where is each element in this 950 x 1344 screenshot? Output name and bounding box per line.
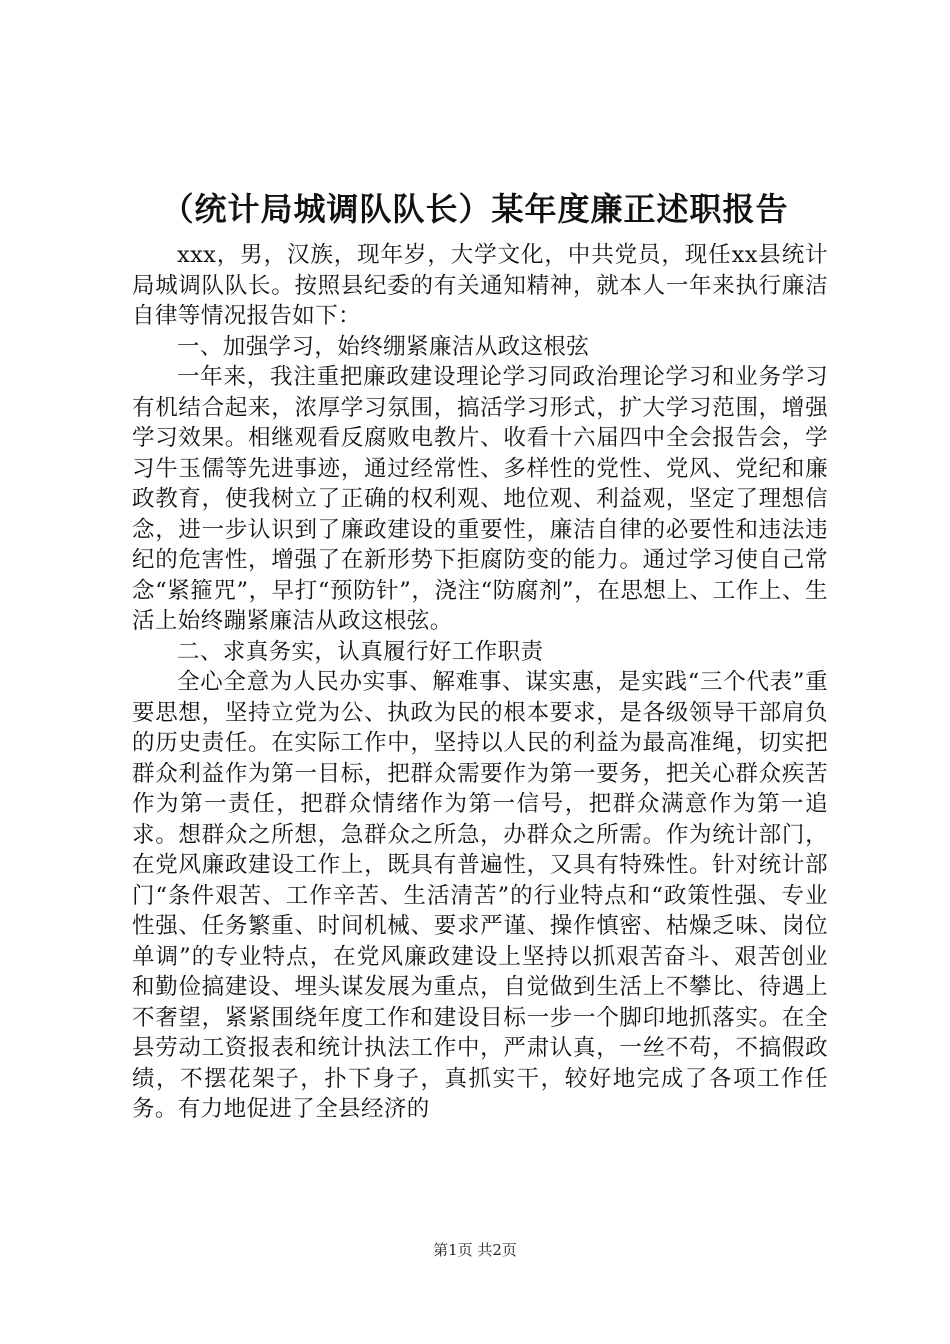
page-footer: 第1页 共2页 xyxy=(433,1241,517,1259)
section-heading-1: 一、加强学习，始终绷紧廉洁从政这根弦 xyxy=(177,333,590,360)
section-heading-2: 二、求真务实，认真履行好工作职责 xyxy=(177,638,544,665)
section-2-paragraph: 全心全意为人民办实事、解难事、谋实惠，是实践“三个代表”重要思想，坚持立党为公、执政为民的根本要求，是各级领导干部肩负的历史责任。在实际工作中，坚持以人民的利益为最高准绳，切实把群众利益作为第一目标，把群众需要作为第一要务，把关心群众疾苦作为第一责任，把群众情绪作为第一信号，把群众满意作为第一追求。想群众之所想，急群众之所急，办群众之所需。作为统计部门，在党风廉政建设工作上，既具有普遍性，又具有特殊性。针对统计部门“条件艰苦、工作辛苦、生活清苦”的行业特点和“政策性强、专业性强、任务繁重、时间机械、要求严谨、操作慎密、枯燥乏味、岗位单调”的专业特点，在党风廉政建设上坚持以抓艰苦奋斗、艰苦创业和勤俭搞建设、埋头谋发展为重点，自觉做到生活上不攀比、待遇上不奢望，紧紧围绕年度工作和建设目标一步一个脚印地抓落实。在全县劳动工资报表和统计执法工作中，严肃认真，一丝不苟，不搞假政绩，不摆花架子，扑下身子，真抓实干，较好地完成了各项工作任务。有力地促进了全县经济的 xyxy=(132,669,828,1122)
document-body xyxy=(132,240,828,1125)
intro-paragraph: xxx，男，汉族，现年岁，大学文化，中共党员，现任xx县统计局城调队队长。按照县纪委的有关通知精神，就本人一年来执行廉洁自律等情况报告如下： xyxy=(132,242,828,329)
document-title: （统计局城调队队长）某年度廉正述职报告 xyxy=(161,190,789,228)
section-1-paragraph: 一年来，我注重把廉政建设理论学习同政治理论学习和业务学习有机结合起来，浓厚学习氛围，搞活学习形式，扩大学习范围，增强学习效果。相继观看反腐败电教片、收看十六届四中全会报告会，学习牛玉儒等先进事迹，通过经常性、多样性的党性、党风、党纪和廉政教育，使我树立了正确的权利观、地位观、利益观，坚定了理想信念，进一步认识到了廉政建设的重要性，廉洁自律的必要性和违法违纪的危害性，增强了在新形势下拒腐防变的能力。通过学习使自己常念“紧箍咒”，早打“预防针”，浇注“防腐剂”，在思想上、工作上、生活上始终蹦紧廉洁从政这根弦。 xyxy=(132,364,828,634)
